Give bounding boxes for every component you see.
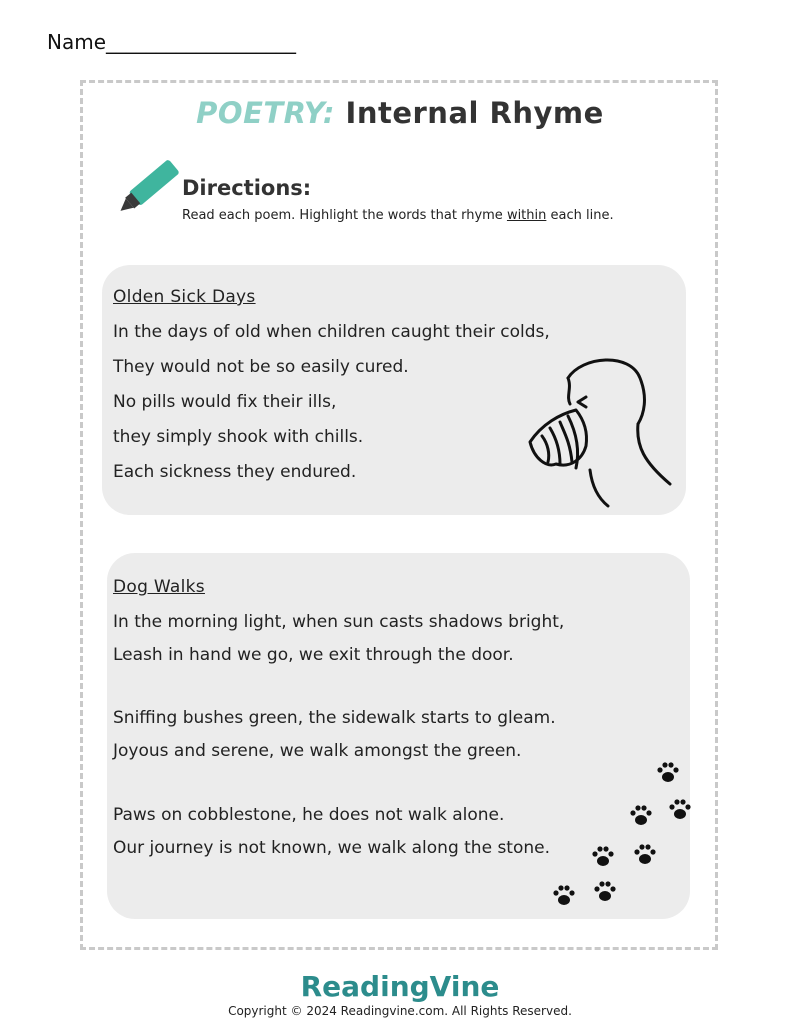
paw-print-icon (632, 842, 658, 868)
paw-print-icon (590, 844, 616, 870)
readingvine-logo: ReadingVine (300, 970, 500, 1003)
poem-line: They would not be so easily cured. (113, 357, 409, 377)
poem-line: In the morning light, when sun casts shadows bright, (113, 612, 565, 632)
poem-line: Joyous and serene, we walk amongst the green. (113, 741, 522, 761)
poem-line: Paws on cobblestone, he does not walk alone. (113, 805, 505, 825)
paw-print-icon (592, 879, 618, 905)
paw-print-icon (628, 803, 654, 829)
highlighter-marker-icon (110, 150, 190, 230)
poem-title: Dog Walks (113, 577, 205, 597)
poem-line: Sniffing bushes green, the sidewalk starts to gleam. (113, 708, 556, 728)
poem-line: In the days of old when children caught their colds, (113, 322, 550, 342)
poem-line: Leash in hand we go, we exit through the door. (113, 645, 514, 665)
page-title (0, 96, 800, 130)
paw-print-icon (655, 760, 681, 786)
directions-text: Read each poem. Highlight the words that rhyme within each line. (182, 208, 614, 223)
paw-print-icon (667, 797, 693, 823)
poem-line: No pills would fix their ills, (113, 392, 337, 412)
title-subject: Internal Rhyme (345, 96, 604, 130)
poem-line: Each sickness they endured. (113, 462, 357, 482)
poem-line: Our journey is not known, we walk along the stone. (113, 838, 551, 858)
directions-heading: Directions: (182, 176, 312, 200)
paw-print-icon (551, 883, 577, 909)
name-field-label: Name___________________ (47, 30, 297, 54)
poem-title: Olden Sick Days (113, 287, 256, 307)
poem-line: they simply shook with chills. (113, 427, 364, 447)
title-poetry: POETRY: (196, 96, 335, 130)
copyright-text: Copyright © 2024 Readingvine.com. All Rights Reserved. (228, 1004, 572, 1018)
person-sneezing-icon (520, 350, 680, 510)
